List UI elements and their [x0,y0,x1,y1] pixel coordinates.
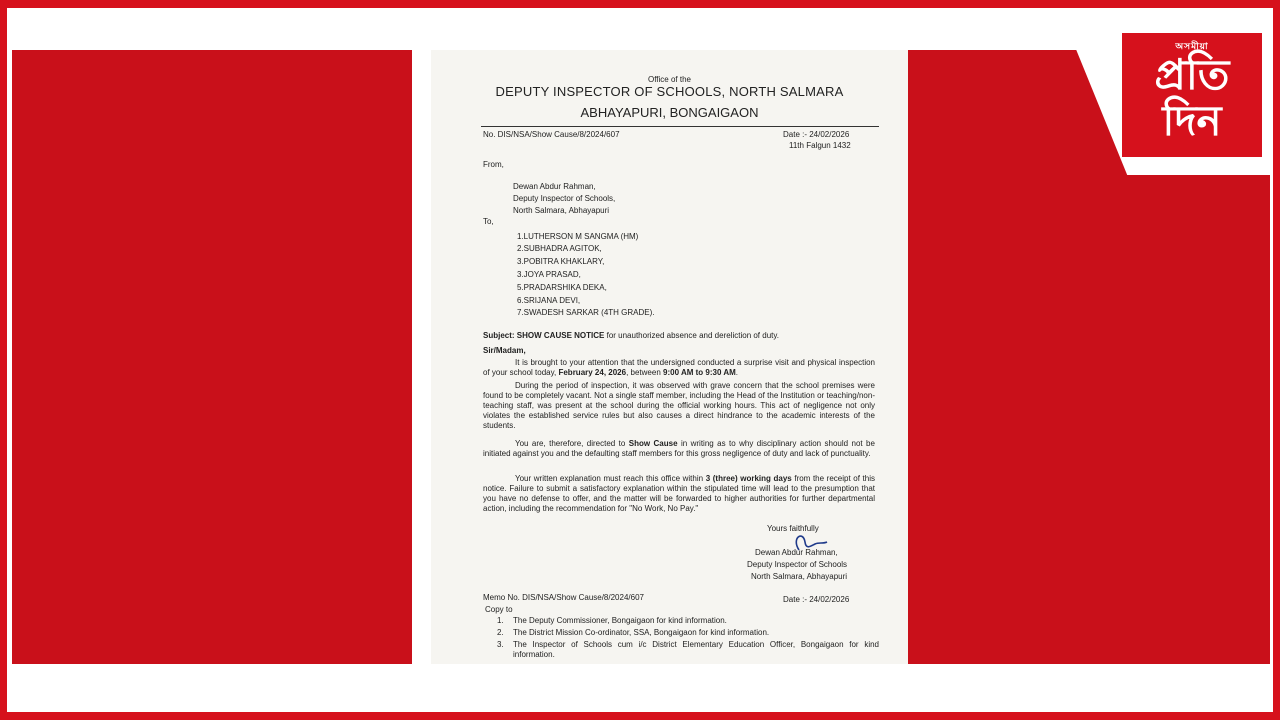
recipient: 3.JOYA PRASAD, [517,270,581,279]
paragraph-1-text: , between [626,368,661,377]
memo-number: Memo No. DIS/NSA/Show Cause/8/2024/607 [483,593,644,602]
signatory-line: Deputy Inspector of Schools [747,560,848,569]
recipient: 5.PRADARSHIKA DEKA, [517,283,607,292]
from-label: From, [483,160,504,169]
subject-line [483,331,779,340]
subject-text: for unauthorized absence and dereliction of duty. [606,331,780,340]
reference-number: No. DIS/NSA/Show Cause/8/2024/607 [483,130,620,139]
to-label: To, [483,217,494,226]
paragraph-1-text: . [735,368,739,377]
logo-top-text: অসমীয়া [1175,42,1209,52]
logo-line-1: প্ৰতি [1154,50,1230,99]
from-line: North Salmara, Abhayapuri [513,206,610,215]
paragraph-1-text: It is brought to your attention that the undersigned conducted a surprise visit and physical inspection of your school today, [483,358,875,377]
heading-divider [481,126,879,127]
left-red-panel [12,50,412,664]
show-cause-emphasis: Show Cause [628,439,678,448]
recipient: 1.LUTHERSON M SANGMA (HM) [517,232,639,241]
document-date: Date :- 24/02/2026 [783,130,850,139]
recipient: 2.SUBHADRA AGITOK, [517,244,602,253]
document-heading-line-2: ABHAYAPURI, BONGAIGAON [580,105,759,120]
paragraph-3-text: You are, therefore, directed to [515,439,626,448]
paragraph-2: During the period of inspection, it was observed with grave concern that the school premises were found to be completely vacant. Not a single staff member, including the Head of the Institution or teaching/non-teaching staff, was present at the school during the official working hours. This act of negligence not only violates the established service rules but also causes a direct hindrance to the academic interests of the students. [483,381,875,430]
recipient: 6.SRIJANA DEVI, [517,296,581,305]
from-line: Deputy Inspector of Schools, [513,194,616,203]
copy-recipient: The Deputy Commissioner, Bongaigaon for kind information. [513,616,727,625]
inspection-date: February 24, 2026 [558,368,627,377]
pratidin-logo [1122,33,1262,157]
deadline-emphasis: 3 (three) working days [705,474,792,483]
salutation: Sir/Madam, [483,346,526,355]
logo-line-2: দিন [1162,96,1222,145]
copy-to-label: Copy to [485,605,513,614]
inspection-time: 9:00 AM to 9:30 AM [663,368,736,377]
paragraph-3 [483,439,875,459]
subject-title: SHOW CAUSE NOTICE [516,331,605,340]
recipient: 3.POBITRA KHAKLARY, [517,257,605,266]
memo-date: Date :- 24/02/2026 [783,595,850,604]
document-heading-line-1: DEPUTY INSPECTOR OF SCHOOLS, NORTH SALMARA [495,84,844,99]
signatory-line: North Salmara, Abhayapuri [751,572,848,581]
copy-number: 3. [497,640,504,649]
copy-recipient: The Inspector of Schools cum i/c District Elementary Education Officer, Bongaigaon for kind information. [513,640,879,659]
copy-number: 2. [497,628,504,637]
show-cause-document [431,50,908,664]
office-of-label: Office of the [648,75,691,84]
copy-number: 1. [497,616,504,625]
copy-recipient: The District Mission Co-ordinator, SSA, Bongaigaon for kind information. [513,628,770,637]
subject-label: Subject: [483,331,515,340]
paragraph-1 [483,358,875,378]
recipient: 7.SWADESH SARKAR (4TH GRADE). [517,308,655,317]
paragraph-4-text: Your written explanation must reach this office within [515,474,704,483]
closing: Yours faithfully [767,524,819,533]
paragraph-3-text: in writing as to why disciplinary action should not be initiated against you and the defaulting staff members for this gross negligence of duty and lack of punctuality. [483,439,875,458]
from-line: Dewan Abdur Rahman, [513,182,596,191]
signatory-line: Dewan Abdur Rahman, [755,548,838,557]
paragraph-4 [483,474,875,514]
document-date-local: 11th Falgun 1432 [789,141,851,150]
paragraph-4-text: from the receipt of this notice. Failure to submit a satisfactory explanation within the stipulated time will lead to the presumption that you have no defense to offer, and the matter will be forwarded to higher authorities for further departmental action, including the recommendation for "No Work, No Pay." [483,474,875,513]
